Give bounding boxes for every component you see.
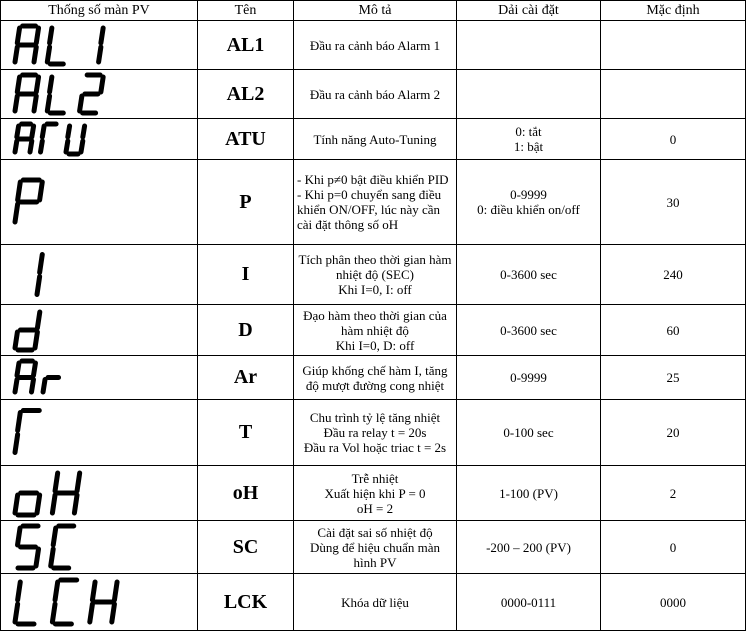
segment-a-b [32, 126, 34, 137]
param-default: 20 [601, 400, 746, 466]
param-desc: Tính năng Auto-Tuning [294, 119, 457, 160]
segment-h-e [52, 495, 55, 513]
param-desc: Đầu ra cảnh báo Alarm 1 [294, 21, 457, 70]
segment-a-b [36, 28, 38, 43]
param-range: 0-3600 sec [457, 305, 601, 356]
segment-2-e [80, 96, 82, 111]
segment-display-al2 [1, 70, 198, 118]
param-default: 0 [601, 119, 746, 160]
segment-display-d [1, 305, 198, 355]
param-name: P [198, 160, 294, 245]
seven-seg-display [1, 521, 198, 574]
table-row [1, 245, 746, 305]
segment-o-e [15, 495, 18, 513]
segment-r-e [15, 435, 18, 453]
segment-p-b [40, 182, 43, 200]
param-range: 0000-0111 [457, 574, 601, 631]
param-desc: - Khi p≠0 bật điều khiển PID - Khi p=0 chuyển sang điều khiển ON/OFF, lúc này cần cài đặt thông số oH [294, 160, 457, 245]
param-desc: Tích phân theo thời gian hàm nhiệt độ (SEC) Khi I=0, I: off [294, 245, 457, 305]
segment-c-f [55, 582, 58, 600]
segment-a-e [15, 141, 17, 152]
segment-i-b [40, 255, 43, 273]
header-desc: Mô tả [294, 1, 457, 21]
param-desc: Giúp khống chế hàm I, tăng độ mượt đường cong nhiệt [294, 356, 457, 400]
segment-display-atu [1, 119, 198, 159]
table-row [1, 466, 746, 521]
seven-seg-display [1, 119, 198, 160]
param-name: SC [198, 521, 294, 574]
param-desc: Chu trình tỷ lệ tăng nhiệt Đầu ra relay t = 20s Đầu ra Vol hoặc triac t = 2s [294, 400, 457, 466]
segment-display-sc [1, 521, 198, 573]
segment-u-b [83, 126, 85, 137]
segment-a-b [33, 363, 35, 376]
segment-d-b [37, 312, 39, 328]
param-default [601, 70, 746, 119]
segment-r-e [43, 380, 45, 393]
segment-display-i [1, 245, 198, 304]
table-row [1, 574, 746, 631]
segment-display-ar [1, 356, 198, 399]
param-name: AL2 [198, 70, 294, 119]
param-default: 25 [601, 356, 746, 400]
seven-seg-display [1, 466, 198, 521]
segment-a-c [34, 96, 36, 111]
header-row [1, 1, 746, 21]
seven-seg-display [1, 245, 198, 305]
segment-c-e [51, 549, 54, 566]
segment-a-f [17, 363, 19, 376]
segment-u-f [68, 126, 70, 137]
segment-u-e [66, 141, 68, 152]
segment-t-f [42, 126, 44, 137]
param-name: I [198, 245, 294, 305]
segment-c-f [53, 528, 56, 545]
table-row [1, 70, 746, 119]
segment-display-al1 [1, 21, 198, 69]
param-default: 60 [601, 305, 746, 356]
table-row [1, 21, 746, 70]
segment-h-c [74, 495, 77, 513]
segment-k-f [92, 582, 95, 600]
param-desc: Trễ nhiệt Xuất hiện khi P = 0 oH = 2 [294, 466, 457, 521]
param-name: ATU [198, 119, 294, 160]
seven-seg-display [1, 356, 198, 400]
segment-a-b [36, 77, 38, 92]
segment-display-oh [1, 466, 198, 520]
table-row [1, 305, 746, 356]
segment-a-f [17, 77, 19, 92]
segment-l-f [50, 77, 52, 92]
seven-seg-display [1, 400, 198, 466]
segment-s-f [18, 528, 21, 545]
param-range [457, 70, 601, 119]
segment-l-f [50, 28, 52, 43]
table-row [1, 119, 746, 160]
table-row [1, 400, 746, 466]
seven-seg-display [1, 70, 198, 119]
param-desc: Khóa dữ liệu [294, 574, 457, 631]
table-row [1, 356, 746, 400]
seven-seg-display [1, 305, 198, 356]
table-row [1, 160, 746, 245]
segment-a-e [15, 380, 17, 393]
segment-display-p [1, 160, 198, 244]
segment-1-b [101, 28, 103, 43]
segment-r-f [18, 413, 21, 431]
segment-a-f [17, 28, 19, 43]
segment-a-c [32, 380, 34, 393]
param-desc: Đạo hàm theo thời gian của hàm nhiệt độ Khi I=0, D: off [294, 305, 457, 356]
segment-k-e [90, 604, 93, 622]
param-default: 0000 [601, 574, 746, 631]
param-desc: Cài đặt sai số nhiệt độ Dùng để hiệu chuẩn màn hình PV [294, 521, 457, 574]
param-range: 0-9999 [457, 356, 601, 400]
segment-h-b [77, 473, 80, 491]
param-default: 0 [601, 521, 746, 574]
seven-seg-display [1, 574, 198, 631]
param-default: 30 [601, 160, 746, 245]
segment-l-e [47, 47, 49, 62]
segment-d-e [15, 332, 17, 348]
segment-1-c [99, 47, 101, 62]
segment-a-e [15, 96, 17, 111]
seven-seg-display [1, 160, 198, 245]
segment-t-e [41, 141, 43, 152]
param-range: -200 – 200 (PV) [457, 521, 601, 574]
segment-k-c [112, 604, 115, 622]
param-name: Ar [198, 356, 294, 400]
segment-p-f [18, 182, 21, 200]
segment-d-c [35, 332, 37, 348]
param-default: 240 [601, 245, 746, 305]
param-name: AL1 [198, 21, 294, 70]
param-name: oH [198, 466, 294, 521]
param-name: D [198, 305, 294, 356]
segment-u-c [81, 141, 83, 152]
table-row [1, 521, 746, 574]
param-range [457, 21, 601, 70]
segment-a-c [30, 141, 32, 152]
param-range: 0-9999 0: điều khiển on/off [457, 160, 601, 245]
segment-o-c [37, 495, 40, 513]
segment-p-e [15, 204, 18, 222]
param-range: 1-100 (PV) [457, 466, 601, 521]
segment-h-f [55, 473, 58, 491]
param-range: 0: tắt 1: bật [457, 119, 601, 160]
header-range: Dải cài đặt [457, 1, 601, 21]
segment-l-e [47, 96, 49, 111]
param-range: 0-3600 sec [457, 245, 601, 305]
param-default [601, 21, 746, 70]
segment-k-b [114, 582, 117, 600]
segment-a-c [34, 47, 36, 62]
seven-seg-display [1, 21, 198, 70]
segment-a-f [17, 126, 19, 137]
param-name: T [198, 400, 294, 466]
param-default: 2 [601, 466, 746, 521]
segment-s-c [36, 549, 39, 566]
param-name: LCK [198, 574, 294, 631]
param-desc: Đầu ra cảnh báo Alarm 2 [294, 70, 457, 119]
header-display: Thống số màn PV [1, 1, 198, 21]
segment-display-r [1, 400, 198, 465]
segment-display-lck [1, 574, 198, 630]
segment-l-f [18, 582, 21, 600]
header-name: Tên [198, 1, 294, 21]
segment-a-e [15, 47, 17, 62]
param-range: 0-100 sec [457, 400, 601, 466]
header-default: Mặc định [601, 1, 746, 21]
segment-c-e [52, 604, 55, 622]
segment-i-c [37, 277, 40, 295]
segment-2-b [101, 77, 103, 92]
segment-l-e [15, 604, 18, 622]
